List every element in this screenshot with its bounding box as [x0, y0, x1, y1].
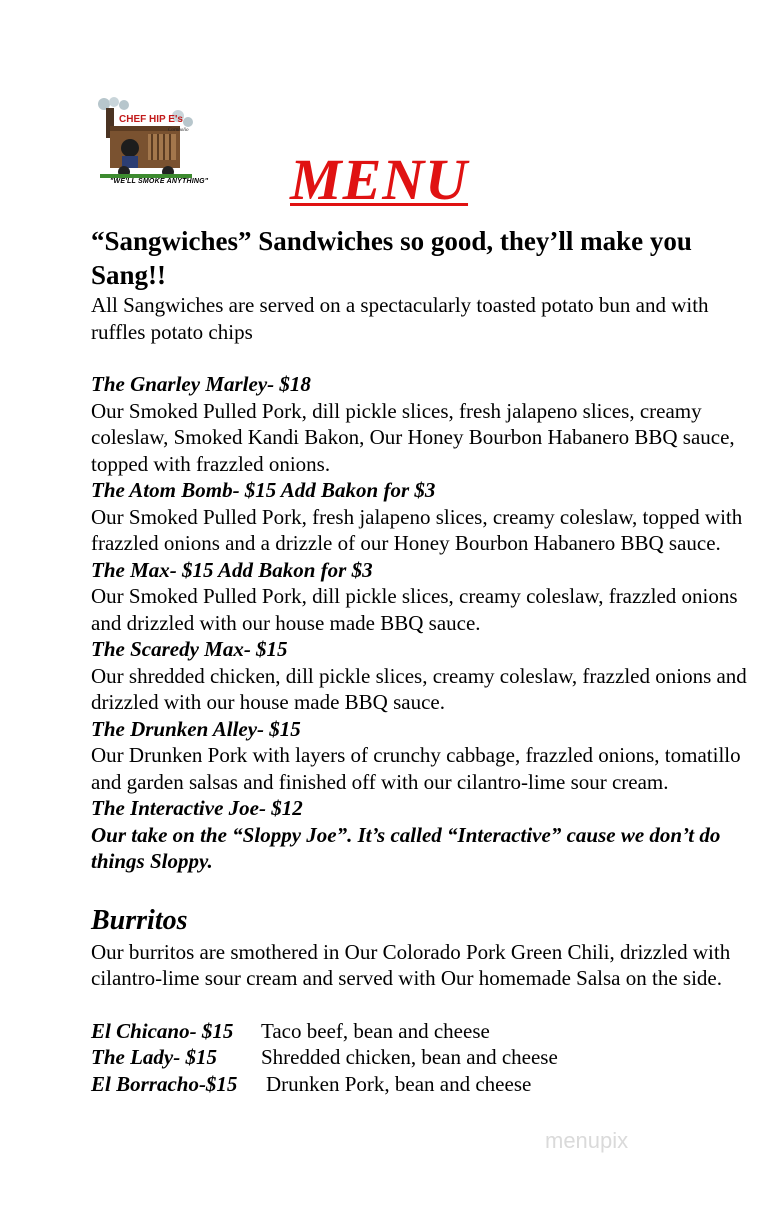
burrito-row — [91, 1044, 751, 1071]
burrito-desc: Shredded chicken, bean and cheese — [261, 1045, 558, 1069]
burrito-row — [91, 1071, 751, 1098]
menu-item-name: The Atom Bomb- $15 Add Bakon for $3 — [91, 478, 436, 502]
burrito-desc: Taco beef, bean and cheese — [261, 1018, 490, 1043]
burrito-name: El Borracho-$15 — [91, 1071, 238, 1096]
menu-item-desc: Our Smoked Pulled Pork, dill pickle slices, creamy coleslaw, frazzled onions and drizzled with our house made BBQ sauce. — [91, 584, 738, 635]
burritos-heading: Burritos — [91, 904, 188, 936]
logo-tagline: "WE'LL SMOKE ANYTHING" — [110, 178, 209, 185]
menu-item-desc: Our Smoked Pulled Pork, fresh jalapeno slices, creamy coleslaw, topped with frazzled onions and a drizzle of our Honey Bourbon Habanero BBQ sauce. — [91, 504, 743, 555]
svg-text:CHEF HIP E's: CHEF HIP E's — [119, 114, 183, 125]
menu-item-desc: Our Smoked Pulled Pork, dill pickle slices, fresh jalapeno slices, creamy coleslaw, Smoked Kandi Bakon, Our Honey Bourbon Habanero BBQ sauce, topped with frazzled onions. — [91, 398, 735, 476]
menu-item-name: The Interactive Joe- $12 — [91, 796, 303, 820]
menu-item-name: The Gnarley Marley- $18 — [91, 372, 311, 396]
menu-item-desc: Our shredded chicken, dill pickle slices, creamy coleslaw, frazzled onions and drizzled with our house made BBQ sauce. — [91, 663, 747, 714]
burrito-name: The Lady- $15 — [91, 1045, 217, 1069]
watermark: menupix — [545, 1128, 629, 1153]
burrito-desc: Drunken Pork, bean and cheese — [266, 1071, 532, 1096]
burrito-row — [91, 1018, 751, 1045]
burritos-intro: Our burritos are smothered in Our Colorado Pork Green Chili, drizzled with cilantro-lime sour cream and served with Our homemade Salsa on the side. — [91, 939, 731, 990]
sangwiches-intro: All Sangwiches are served on a spectacularly toasted potato bun and with ruffles potato chips — [91, 293, 709, 344]
menu-item-desc: Our take on the “Sloppy Joe”. It’s called “Interactive” cause we don’t do things Sloppy. — [91, 822, 721, 873]
menu-item-name: The Drunken Alley- $15 — [91, 716, 301, 741]
menu-content — [91, 224, 751, 1097]
menu-item-name: The Max- $15 Add Bakon for $3 — [91, 557, 373, 582]
sangwiches-heading: “Sangwiches” Sandwiches so good, they’ll make you Sang!! — [91, 226, 692, 290]
burrito-name: El Chicano- $15 — [91, 1018, 234, 1043]
svg-text:Cornholio: Cornholio — [168, 128, 189, 133]
page-title: MENU — [290, 147, 469, 212]
menu-item-name: The Scaredy Max- $15 — [91, 637, 288, 661]
menu-item-desc: Our Drunken Pork with layers of crunchy cabbage, frazzled onions, tomatillo and garden salsas and finished off with our cilantro-lime sour cream. — [91, 743, 741, 794]
